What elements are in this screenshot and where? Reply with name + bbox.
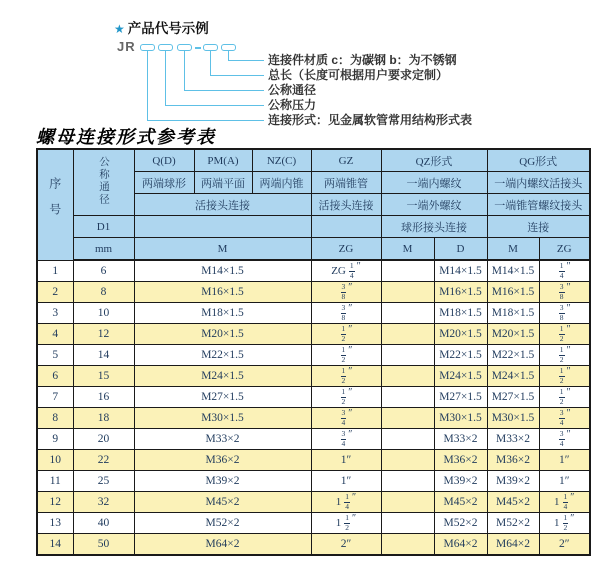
table-row (37, 513, 590, 534)
cell-gz-zg: 1″ (311, 450, 381, 471)
cell-m: M20×1.5 (134, 324, 311, 345)
cell-seq: 1 (37, 260, 73, 282)
cell-qz-m (381, 429, 434, 450)
code-box (203, 44, 218, 51)
header-m1: M (134, 238, 311, 261)
cell-dn: 16 (73, 387, 134, 408)
header-d2: D (434, 238, 487, 261)
cell-qg-m: M22×1.5 (487, 345, 539, 366)
diagram-label-diameter: 公称通径 (268, 83, 317, 97)
cell-qz-d: M14×1.5 (434, 260, 487, 282)
cell-qg-zg: $\frac{3}{8}$ ″ (539, 282, 590, 303)
cell-m: M45×2 (134, 492, 311, 513)
table-row (37, 324, 590, 345)
cell-gz-zg: 1 $\frac{1}{4}$ ″ (311, 492, 381, 513)
code-box (158, 44, 173, 51)
diagram-label-pressure: 公称压力 (268, 98, 317, 112)
cell-qg-m: M30×1.5 (487, 408, 539, 429)
cell-qg-zg: $\frac{1}{2}$ ″ (539, 387, 590, 408)
cell-dn: 8 (73, 282, 134, 303)
cell-qg-m: M16×1.5 (487, 282, 539, 303)
cell-qz-d: M36×2 (434, 450, 487, 471)
cell-qz-d: M45×2 (434, 492, 487, 513)
table-header (37, 149, 590, 260)
cell-qz-d: M22×1.5 (434, 345, 487, 366)
cell-seq: 6 (37, 366, 73, 387)
table-row (37, 450, 590, 471)
cell-qg-zg: 1″ (539, 471, 590, 492)
cell-dn: 32 (73, 492, 134, 513)
cell-qz-d: M33×2 (434, 429, 487, 450)
cell-gz-zg: $\frac{3}{4}$ ″ (311, 429, 381, 450)
cell-m: M22×1.5 (134, 345, 311, 366)
cell-m: M33×2 (134, 429, 311, 450)
diagram-label-conn-form: 连接形式：见金属软管常用结构形式表 (268, 113, 473, 127)
cell-gz-zg: $\frac{3}{4}$ ″ (311, 408, 381, 429)
header-gz: GZ (311, 149, 381, 172)
table-body (37, 260, 590, 555)
cell-qg-zg: $\frac{3}{4}$ ″ (539, 429, 590, 450)
diagram-label-material: 连接件材质 c：为碳钢 b：为不锈钢 (268, 53, 457, 67)
cell-qg-zg: $\frac{1}{2}$ ″ (539, 366, 590, 387)
cell-m: M52×2 (134, 513, 311, 534)
cell-qg-zg: $\frac{3}{4}$ ″ (539, 408, 590, 429)
cell-qz-d: M39×2 (434, 471, 487, 492)
header-nz: NZ(C) (252, 149, 311, 172)
header-pm: PM(A) (194, 149, 252, 172)
cell-qz-d: M64×2 (434, 534, 487, 556)
table-row (37, 492, 590, 513)
cell-qz-m (381, 471, 434, 492)
cell-qz-m (381, 387, 434, 408)
nut-connection-table (36, 148, 591, 556)
cell-m: M14×1.5 (134, 260, 311, 282)
table-row (37, 303, 590, 324)
header-qg: QG形式 (487, 149, 590, 172)
cell-qz-m (381, 366, 434, 387)
header-m3: M (487, 238, 539, 261)
header-nz-desc: 两端内锥 (252, 172, 311, 194)
cell-qg-zg: 1″ (539, 450, 590, 471)
cell-gz-zg: $\frac{3}{8}$ ″ (311, 282, 381, 303)
cell-m: M64×2 (134, 534, 311, 556)
cell-m: M39×2 (134, 471, 311, 492)
cell-qz-m (381, 534, 434, 556)
cell-qg-m: M18×1.5 (487, 303, 539, 324)
cell-seq: 12 (37, 492, 73, 513)
cell-m: M36×2 (134, 450, 311, 471)
cell-qg-m: M33×2 (487, 429, 539, 450)
connector-line (147, 51, 264, 121)
header-qg-desc1: 一端内螺纹活接头 (487, 172, 590, 194)
cell-gz-zg: $\frac{1}{2}$ ″ (311, 324, 381, 345)
cell-m: M18×1.5 (134, 303, 311, 324)
cell-qg-m: M39×2 (487, 471, 539, 492)
product-code-prefix: JR (117, 39, 136, 54)
cell-qg-m: M64×2 (487, 534, 539, 556)
header-m2: M (381, 238, 434, 261)
table-row (37, 471, 590, 492)
cell-qz-m (381, 492, 434, 513)
star-icon: ★ (114, 22, 125, 36)
cell-gz-zg: $\frac{3}{8}$ ″ (311, 303, 381, 324)
table-row (37, 345, 590, 366)
header-gz-desc: 两端锥管 (311, 172, 381, 194)
cell-seq: 14 (37, 534, 73, 556)
cell-qz-m (381, 260, 434, 282)
table-row (37, 534, 590, 556)
diagram-title (114, 17, 209, 37)
cell-m: M24×1.5 (134, 366, 311, 387)
cell-m: M30×1.5 (134, 408, 311, 429)
diagram-title-text: 产品代号示例 (127, 21, 209, 36)
cell-dn: 15 (73, 366, 134, 387)
cell-qg-zg: $\frac{3}{8}$ ″ (539, 303, 590, 324)
cell-gz-zg: 2″ (311, 534, 381, 556)
header-empty-gz (311, 216, 381, 238)
cell-dn: 10 (73, 303, 134, 324)
cell-m: M16×1.5 (134, 282, 311, 303)
cell-qg-zg: 1 $\frac{1}{4}$ ″ (539, 492, 590, 513)
cell-qz-m (381, 513, 434, 534)
cell-dn: 14 (73, 345, 134, 366)
cell-qz-m (381, 450, 434, 471)
cell-qz-m (381, 345, 434, 366)
table-row (37, 366, 590, 387)
header-d1: D1 (73, 216, 134, 238)
cell-qz-d: M24×1.5 (434, 366, 487, 387)
header-q-desc: 两端球形 (134, 172, 194, 194)
cell-qg-zg: $\frac{1}{2}$ ″ (539, 324, 590, 345)
header-seq: 序号 (37, 149, 73, 260)
cell-seq: 3 (37, 303, 73, 324)
cell-seq: 10 (37, 450, 73, 471)
cell-seq: 5 (37, 345, 73, 366)
header-mm: mm (73, 238, 134, 261)
header-qg-desc2: 一端锥管螺纹接头 (487, 194, 590, 216)
code-box (177, 44, 192, 51)
code-box (140, 44, 155, 51)
cell-gz-zg: 1 $\frac{1}{2}$ ″ (311, 513, 381, 534)
table-row (37, 429, 590, 450)
cell-m: M27×1.5 (134, 387, 311, 408)
cell-seq: 13 (37, 513, 73, 534)
table-row (37, 260, 590, 282)
table-title: 螺母连接形式参考表 (36, 127, 216, 148)
cell-seq: 2 (37, 282, 73, 303)
cell-qz-m (381, 324, 434, 345)
header-qg-conn: 连接 (487, 216, 590, 238)
table-row (37, 282, 590, 303)
cell-gz-zg: 1″ (311, 471, 381, 492)
cell-gz-zg: $\frac{1}{2}$ ″ (311, 387, 381, 408)
cell-dn: 6 (73, 260, 134, 282)
header-pm-desc: 两端平面 (194, 172, 252, 194)
cell-qg-zg: 1 $\frac{1}{2}$ ″ (539, 513, 590, 534)
code-dash (195, 47, 201, 49)
cell-qg-m: M36×2 (487, 450, 539, 471)
header-qz-conn: 球形接头连接 (381, 216, 487, 238)
table-row (37, 408, 590, 429)
cell-dn: 50 (73, 534, 134, 556)
cell-qz-d: M20×1.5 (434, 324, 487, 345)
cell-seq: 9 (37, 429, 73, 450)
cell-qg-zg: $\frac{1}{2}$ ″ (539, 345, 590, 366)
cell-dn: 12 (73, 324, 134, 345)
cell-dn: 40 (73, 513, 134, 534)
header-zg1: ZG (311, 238, 381, 261)
cell-qg-m: M45×2 (487, 492, 539, 513)
cell-qg-m: M24×1.5 (487, 366, 539, 387)
cell-qz-m (381, 303, 434, 324)
cell-seq: 11 (37, 471, 73, 492)
header-qz: QZ形式 (381, 149, 487, 172)
header-qz-desc2: 一端外螺纹 (381, 194, 487, 216)
cell-qz-d: M18×1.5 (434, 303, 487, 324)
header-zg3: ZG (539, 238, 590, 261)
cell-seq: 4 (37, 324, 73, 345)
header-union-conn: 活接头连接 (134, 194, 311, 216)
cell-qz-d: M30×1.5 (434, 408, 487, 429)
header-empty-left (134, 216, 311, 238)
cell-qz-m (381, 408, 434, 429)
cell-dn: 25 (73, 471, 134, 492)
cell-seq: 8 (37, 408, 73, 429)
cell-dn: 22 (73, 450, 134, 471)
header-dn: 公称通径 (73, 149, 134, 216)
cell-qg-zg: 2″ (539, 534, 590, 556)
cell-qz-d: M52×2 (434, 513, 487, 534)
header-q: Q(D) (134, 149, 194, 172)
cell-qg-m: M20×1.5 (487, 324, 539, 345)
code-box (221, 44, 236, 51)
cell-qz-m (381, 282, 434, 303)
table-row (37, 387, 590, 408)
cell-qg-m: M27×1.5 (487, 387, 539, 408)
cell-qz-d: M16×1.5 (434, 282, 487, 303)
cell-gz-zg: ZG $\frac{1}{4}$ ″ (311, 260, 381, 282)
diagram-label-length: 总长（长度可根据用户要求定制） (268, 68, 449, 82)
cell-dn: 18 (73, 408, 134, 429)
header-qz-desc1: 一端内螺纹 (381, 172, 487, 194)
cell-dn: 20 (73, 429, 134, 450)
header-gz-conn: 活接头连接 (311, 194, 381, 216)
cell-qg-m: M14×1.5 (487, 260, 539, 282)
cell-qg-zg: $\frac{1}{4}$ ″ (539, 260, 590, 282)
cell-seq: 7 (37, 387, 73, 408)
cell-gz-zg: $\frac{1}{2}$ ″ (311, 366, 381, 387)
cell-qg-m: M52×2 (487, 513, 539, 534)
cell-gz-zg: $\frac{1}{2}$ ″ (311, 345, 381, 366)
cell-qz-d: M27×1.5 (434, 387, 487, 408)
